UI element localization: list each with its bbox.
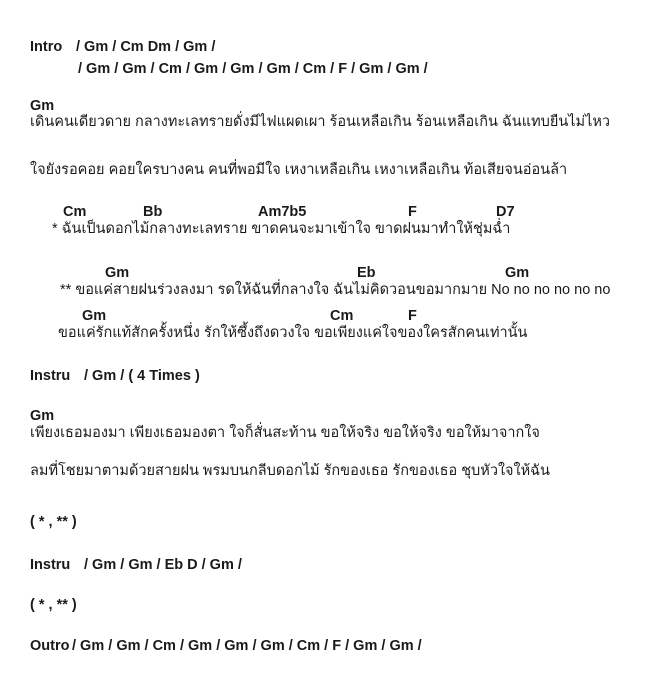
- verse1-lyric-1: เดินคนเดียวดาย กลางทะเลทรายดั่งมีไฟแผดเผา ร้อนเหลือเกิน ร้อนเหลือเกิน ฉันแทบยืนไม่ไหว: [30, 114, 611, 130]
- verse2-lyric-1: เพียงเธอมองมา เพียงเธอมองตา ใจก็สั่นสะท้าน ขอให้จริง ขอให้จริง ขอให้มาจากใจ: [30, 425, 540, 441]
- intro-line-1: [30, 38, 215, 56]
- intro-label: Intro: [30, 39, 63, 55]
- chord: Cm: [330, 308, 354, 324]
- outro-progression: / Gm / Gm / Cm / Gm / Gm / Gm / Cm / F / Gm / Gm /: [72, 638, 422, 654]
- chord: Eb: [357, 265, 376, 281]
- outro-line: [30, 637, 422, 655]
- chord: Am7b5: [258, 204, 307, 220]
- chorus-dstar-chord-row: [0, 264, 670, 282]
- instru1-label: Instru: [30, 368, 71, 384]
- chord: Gm: [105, 265, 130, 281]
- chord: D7: [496, 204, 515, 220]
- intro-progression-1: / Gm / Cm Dm / Gm /: [76, 39, 216, 55]
- instru1-progression: / Gm / ( 4 Times ): [84, 368, 200, 384]
- chorus-dstar-lyric: ** ขอแค่สายฝนร่วงลงมา รดให้ฉันที่กลางใจ ฉันไม่คิดวอนขอมากมาย No no no no no no: [60, 282, 611, 298]
- instru1-line: [30, 367, 200, 385]
- repeat-marker-2: ( * , ** ): [30, 597, 77, 613]
- chord: Gm: [505, 265, 530, 281]
- chorus-star-chord-row: [0, 203, 670, 221]
- chord: F: [408, 204, 417, 220]
- intro-line-2: [78, 60, 428, 78]
- chorus-star-lyric: * ฉันเป็นดอกไม้กลางทะเลทราย ขาดคนจะมาเข้าใจ ขาดฝนมาทำให้ชุ่มฉ่ำ: [52, 221, 511, 237]
- verse1-lyric-2: ใจยังรอคอย คอยใครบางคน คนที่พอมีใจ เหงาเหลือเกิน เหงาเหลือเกิน ท้อเสียจนอ่อนล้า: [30, 162, 568, 178]
- verse2-lyric-2: ลมที่โชยมาตามด้วยสายฝน พรมบนกลีบดอกไม้ รักของเธอ รักของเธอ ชุบหัวใจให้ฉัน: [30, 463, 550, 479]
- instru2-line: [30, 556, 242, 574]
- instru2-label: Instru: [30, 557, 71, 573]
- chord: F: [408, 308, 417, 324]
- chord: Bb: [143, 204, 163, 220]
- verse2-chord: Gm: [30, 408, 55, 424]
- chord: Cm: [63, 204, 87, 220]
- chorus-line3-lyric: ขอแค่รักแท้สักครั้งหนึ่ง รักให้ซึ้งถึงดวงใจ ขอเพียงแค่ใจของใครสักคนเท่านั้น: [58, 325, 528, 341]
- repeat-marker-1: ( * , ** ): [30, 514, 77, 530]
- instru2-progression: / Gm / Gm / Eb D / Gm /: [84, 557, 242, 573]
- outro-label: Outro: [30, 638, 70, 654]
- intro-progression-2: / Gm / Gm / Cm / Gm / Gm / Gm / Cm / F / Gm / Gm /: [78, 61, 428, 77]
- chorus-line3-chord-row: [0, 307, 670, 325]
- verse1-chord: Gm: [30, 98, 55, 114]
- chord: Gm: [82, 308, 107, 324]
